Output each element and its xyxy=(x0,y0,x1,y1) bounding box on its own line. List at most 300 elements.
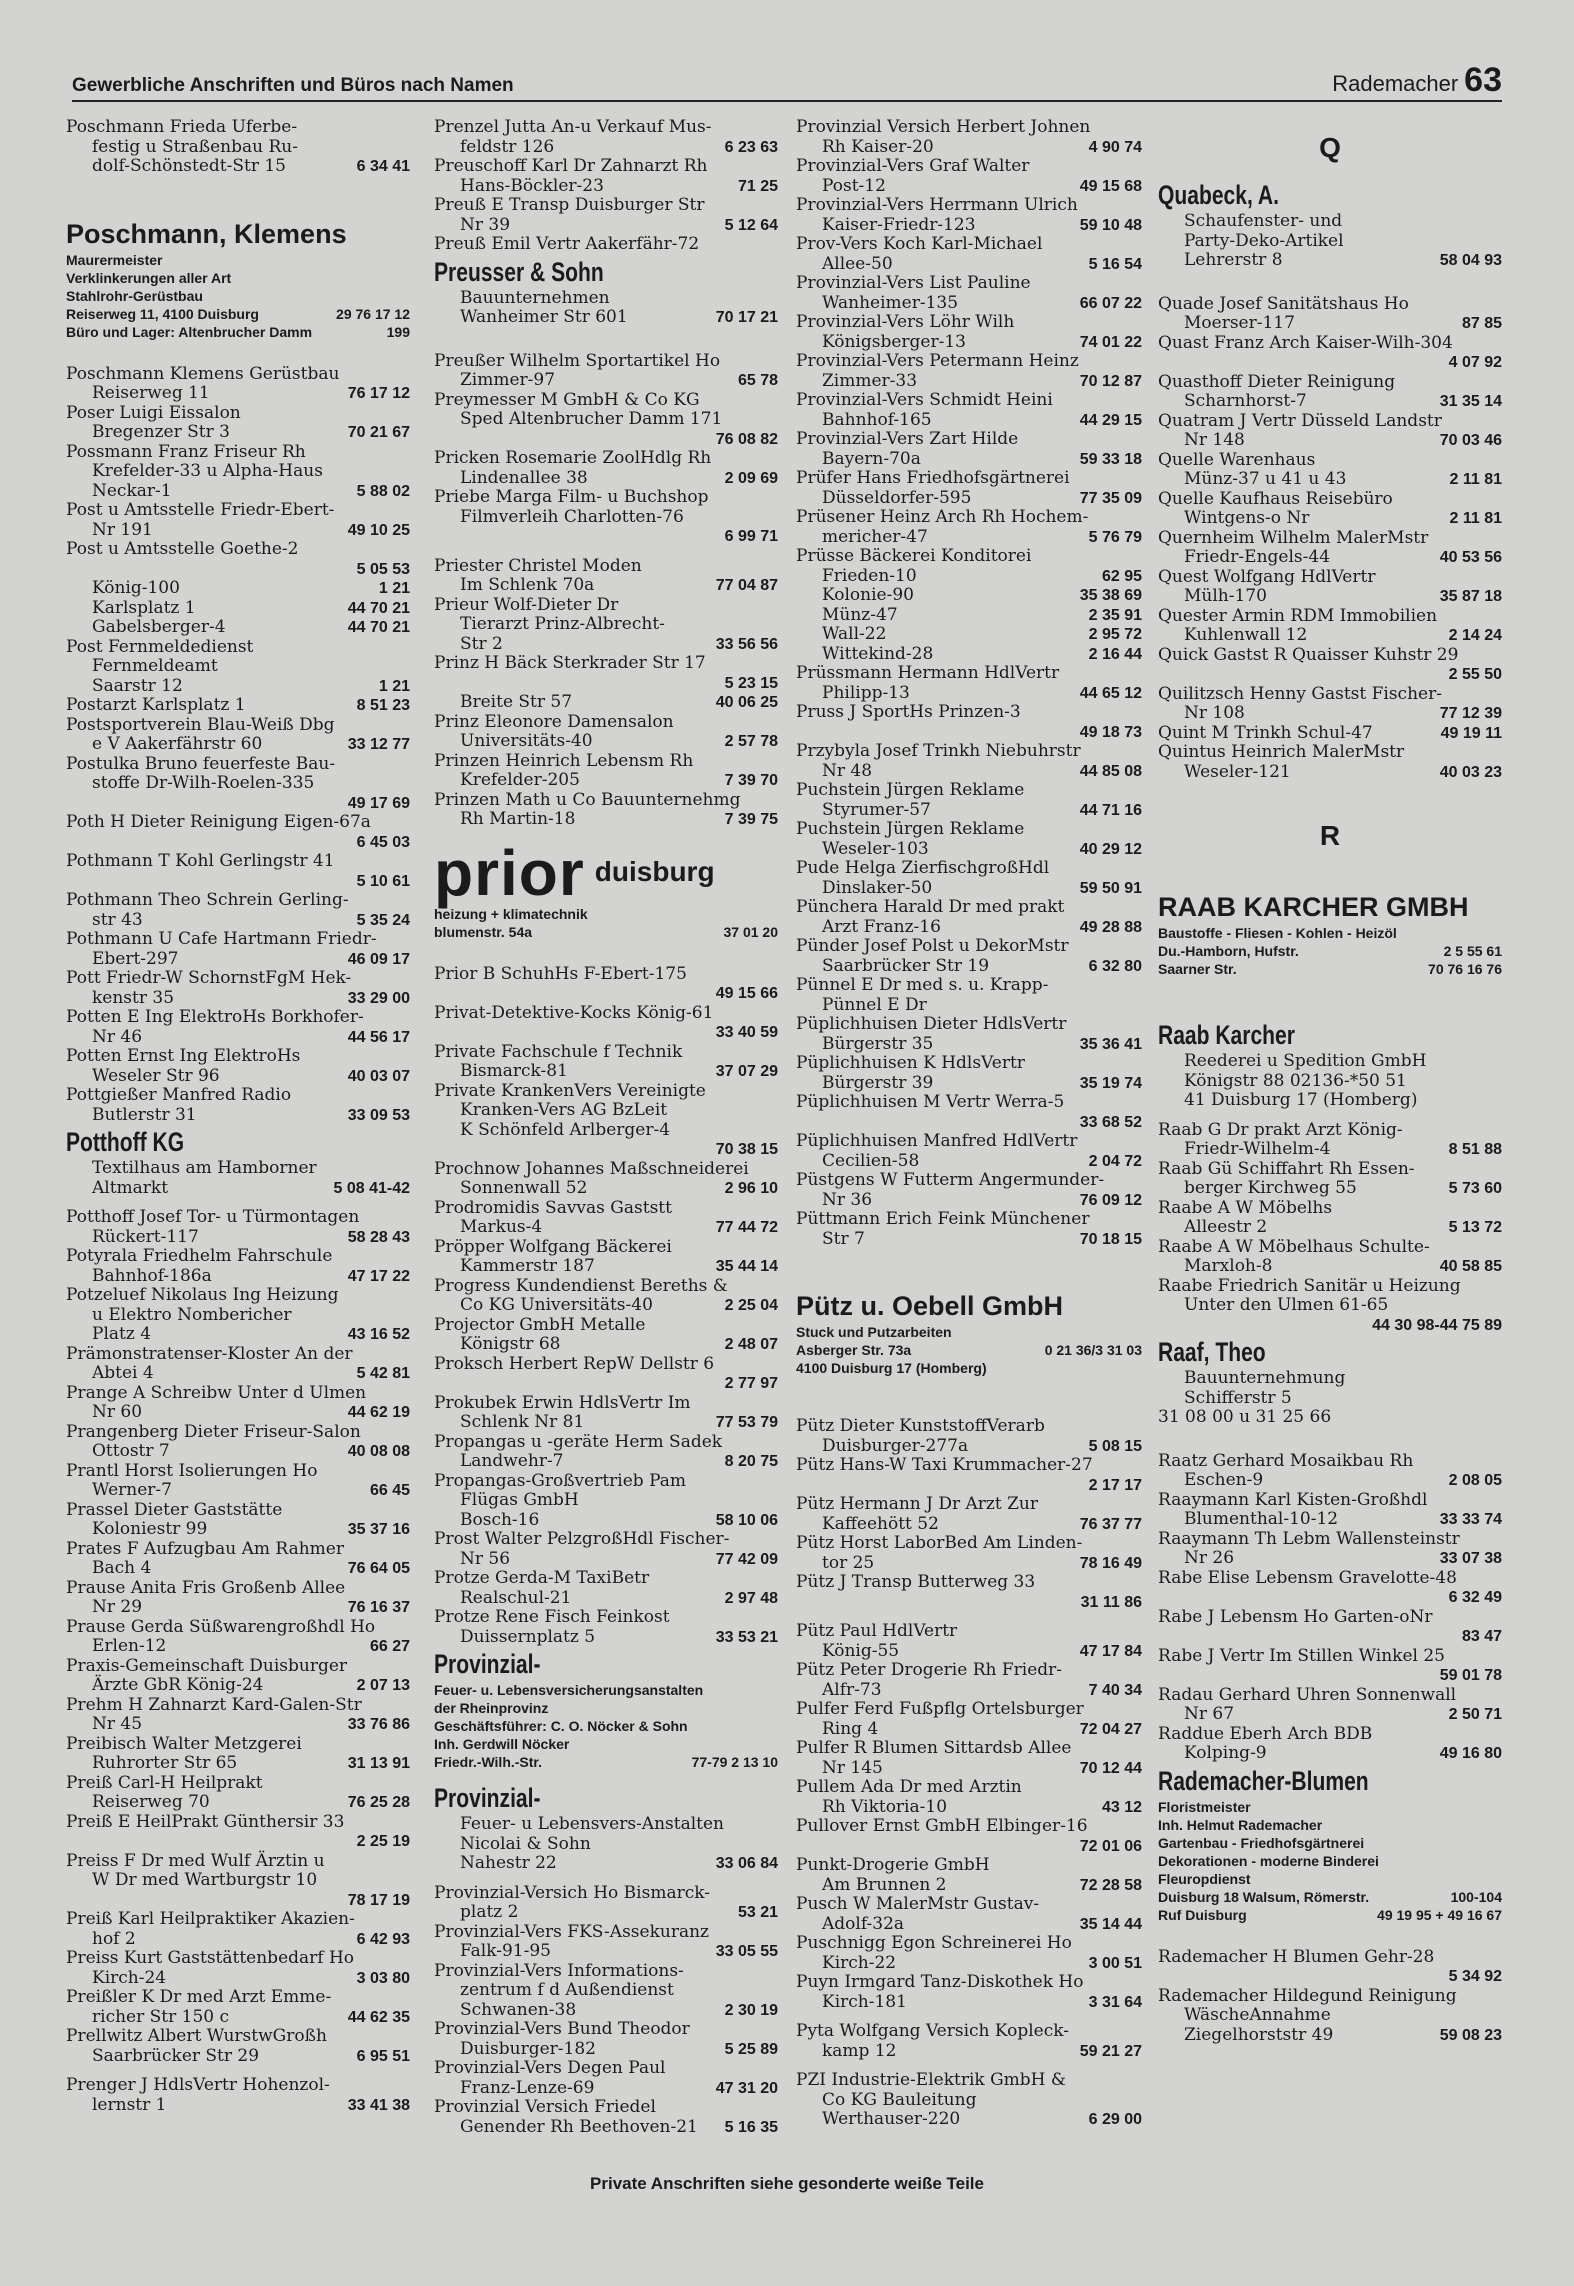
phone-number: 44 70 21 xyxy=(344,599,410,619)
phone-number: 5 76 79 xyxy=(1085,528,1142,548)
phone-number: 47 17 84 xyxy=(1076,1642,1142,1662)
phone-number: 47 17 22 xyxy=(344,1267,410,1287)
listing-line: Quick Gastst R Quaisser Kuhstr 29 xyxy=(1158,644,1459,665)
listing-line: Provinzial-Versich Ho Bismarck- xyxy=(434,1882,710,1903)
listing-entry xyxy=(434,2020,778,2059)
listing-line: Nr 36 xyxy=(822,1189,873,1210)
phone-number: 70 38 15 xyxy=(715,1141,778,1158)
listing-entry xyxy=(796,937,1142,976)
listing-entry xyxy=(796,781,1142,820)
listing-line: Pütz Peter Drogerie Rh Friedr- xyxy=(796,1660,1063,1680)
listing-line: Raddue Eberh Arch BDB xyxy=(1158,1723,1373,1744)
listing-line: Progress Kundendienst Bereths & xyxy=(434,1275,728,1296)
phone-number: 40 03 07 xyxy=(344,1067,410,1087)
listing-entry xyxy=(1158,1491,1502,1530)
spacer xyxy=(66,177,410,217)
phone-number: 5 35 24 xyxy=(353,911,410,931)
listing-entry xyxy=(796,1534,1142,1573)
spacer xyxy=(1158,271,1502,295)
listing-entry xyxy=(434,1884,778,1923)
listing-line: Postarzt Karlsplatz 1 xyxy=(66,695,246,715)
phone-number: 2 55 50 xyxy=(1448,666,1502,683)
listing-line: Prinz Eleonore Damensalon xyxy=(434,711,674,732)
phone-number: 59 50 91 xyxy=(1076,879,1142,899)
listing-line: Pulfer Ferd Fußpflg Ortelsburger xyxy=(796,1699,1084,1719)
listing-line: Bürgerstr 35 xyxy=(822,1033,934,1054)
phone-number: 5 05 53 xyxy=(356,560,410,578)
listing-line: Provinzial Versich Herbert Johnen xyxy=(796,117,1091,137)
ad-detail-line: Bauunternehmung xyxy=(1184,1368,1346,1388)
listing-line: Am Brunnen 2 xyxy=(822,1874,947,1895)
listing-entry xyxy=(66,1008,410,1047)
listing-entry xyxy=(796,1895,1142,1934)
phone-number: 72 01 06 xyxy=(1079,1837,1142,1855)
listing-entry xyxy=(434,118,778,157)
listing-line: Preuschoff Karl Dr Zahnarzt Rh xyxy=(434,156,708,176)
listing-line: Raabe Friedrich Sanitär u Heizung xyxy=(1158,1275,1461,1296)
listing-entry xyxy=(434,1160,778,1199)
phone-number: 65 78 xyxy=(734,371,778,391)
phone-number: 35 19 74 xyxy=(1076,1074,1142,1094)
listing-line: Proksch Herbert RepW Dellstr 6 xyxy=(434,1353,715,1374)
listing-line: Preymesser M GmbH & Co KG xyxy=(434,389,700,410)
ad-detail-line: Schifferstr 5 xyxy=(1184,1387,1292,1408)
phone-number: 6 32 80 xyxy=(1085,957,1142,977)
phone-number: 49 28 88 xyxy=(1076,918,1142,938)
phone-number: 3 03 80 xyxy=(353,1969,410,1989)
ad-phone: 2 5 55 61 xyxy=(1443,943,1502,959)
spacer xyxy=(1158,1428,1502,1452)
listing-entry xyxy=(434,693,778,713)
phone-number: 8 51 23 xyxy=(353,696,410,716)
ad-detail-line: Verklinkerungen aller Art xyxy=(66,269,232,286)
listing-entry xyxy=(1158,724,1502,744)
spacer xyxy=(1158,1111,1502,1121)
listing-entry xyxy=(66,813,410,852)
listing-line: Nr 39 xyxy=(460,214,511,235)
listing-entry xyxy=(66,716,410,755)
phone-number: 2 96 10 xyxy=(721,1179,778,1199)
listing-entry xyxy=(796,606,1142,626)
listing-line: Pünder Josef Polst u DekorMstr xyxy=(796,936,1069,956)
spacer xyxy=(434,941,778,965)
listing-entry xyxy=(1158,1199,1502,1238)
phone-number: 44 65 12 xyxy=(1076,684,1142,704)
ad-detail-line: Inh. Gerdwill Nöcker xyxy=(434,1736,570,1752)
listing-line: Nr 108 xyxy=(1184,703,1245,723)
listing-line: u Elektro Nombericher xyxy=(92,1304,292,1325)
phone-number: 35 87 18 xyxy=(1436,587,1502,607)
listing-entry xyxy=(66,1501,410,1540)
listing-line: Pude Helga ZierfischgroßHdl xyxy=(796,858,1050,878)
listing-line: Ärzte GbR König-24 xyxy=(92,1675,264,1695)
listing-entry xyxy=(1158,1647,1502,1686)
listing-line: Wintgens-o Nr xyxy=(1184,508,1310,528)
phone-number: 72 04 27 xyxy=(1076,1720,1142,1740)
listing-entry xyxy=(66,2027,410,2066)
listing-line: Priester Christel Moden xyxy=(434,555,642,576)
listing-line: Raatz Gerhard Mosaikbau Rh xyxy=(1158,1450,1414,1471)
phone-number: 2 08 05 xyxy=(1445,1471,1502,1491)
ad-detail-line: Geschäftsführer: C. O. Nöcker & Sohn xyxy=(434,1718,688,1734)
phone-number: 47 31 20 xyxy=(712,2079,778,2099)
ad-detail-line: Textilhaus am Hamborner xyxy=(92,1158,317,1178)
listing-line: Prüsse Bäckerei Konditorei xyxy=(796,546,1032,566)
listing-line: Potten Ernst Ing ElektroHs xyxy=(66,1046,301,1066)
listing-line: Saarbrücker Str 29 xyxy=(92,2045,260,2066)
ad-detail-line xyxy=(1158,942,1502,960)
listing-entry xyxy=(796,508,1142,547)
phone-number: 7 39 70 xyxy=(721,771,778,791)
listing-entry xyxy=(66,618,410,638)
listing-line: Preiss Kurt Gaststättenbedarf Ho xyxy=(66,1948,355,1968)
listing-line: Königsberger-13 xyxy=(822,331,966,352)
listing-line: Preiß E HeilPrakt Günthersir 33 xyxy=(66,1811,345,1832)
phone-number: 40 03 23 xyxy=(1436,763,1502,783)
ad-phone: 49 19 95 + 49 16 67 xyxy=(1377,1906,1502,1923)
listing-entry xyxy=(796,196,1142,235)
listing-entry xyxy=(66,1384,410,1423)
listing-entry xyxy=(434,791,778,830)
listing-line: Püplichhuisen Dieter HdlsVertr xyxy=(796,1014,1067,1034)
listing-entry xyxy=(434,713,778,752)
listing-line: mericher-47 xyxy=(822,526,928,547)
listing-line: Prov-Vers Koch Karl-Michael xyxy=(796,234,1043,254)
listing-entry xyxy=(1158,685,1502,724)
phone-number: 35 36 41 xyxy=(1076,1035,1142,1055)
phone-number: 5 12 64 xyxy=(721,216,778,236)
ad-detail-line: Party-Deko-Artikel xyxy=(1184,230,1344,251)
listing-entry xyxy=(796,1132,1142,1171)
listing-line: Potthoff Josef Tor- u Türmontagen xyxy=(66,1207,360,1227)
listing-line: Ottostr 7 xyxy=(92,1441,170,1461)
ad-detail-text: Asberger Str. 73a xyxy=(796,1342,912,1358)
ad-name-wrap xyxy=(434,255,778,289)
listing-entry xyxy=(434,196,778,235)
listing-line: Pütz Horst LaborBed Am Linden- xyxy=(796,1533,1083,1553)
phone-number: 66 45 xyxy=(366,1481,410,1501)
listing-line: Saarstr 12 xyxy=(92,675,183,696)
listing-entry xyxy=(796,391,1142,430)
ad-detail-line: Nicolai & Sohn xyxy=(460,1833,591,1854)
listing-line: Pusch W MalerMstr Gustav- xyxy=(796,1894,1040,1914)
listing-line: Post Fernmeldedienst xyxy=(66,636,254,657)
phone-number: 40 08 08 xyxy=(344,1442,410,1462)
listing-entry xyxy=(796,820,1142,859)
phone-number: 44 62 35 xyxy=(344,2008,410,2028)
ad-phone: 58 04 93 xyxy=(1439,252,1502,269)
listing-entry xyxy=(796,703,1142,742)
listing-entry xyxy=(796,1661,1142,1700)
listing-line: Königstr 68 xyxy=(460,1334,561,1354)
listing-line: Erlen-12 xyxy=(92,1636,167,1656)
listing-line: Quest Wolfgang HdlVertr xyxy=(1158,566,1376,587)
listing-line: Schwanen-38 xyxy=(460,1999,577,2020)
ad-detail-line xyxy=(66,305,410,323)
listing-line: Nr 60 xyxy=(92,1402,143,1422)
listing-line: Puchstein Jürgen Reklame xyxy=(796,819,1025,839)
listing-line: Weseler-103 xyxy=(822,838,929,859)
listing-line: Genender Rh Beethoven-21 xyxy=(460,2116,698,2137)
listing-entry xyxy=(1158,1238,1502,1277)
listing-line: Eschen-9 xyxy=(1184,1470,1264,1490)
phone-number: 76 25 28 xyxy=(344,1793,410,1813)
listing-line: Münz-37 u 41 u 43 xyxy=(1184,469,1347,489)
phone-number: 6 99 71 xyxy=(724,528,778,545)
listing-line: Provinzial-Vers Petermann Heinz xyxy=(796,351,1079,371)
listing-entry xyxy=(434,596,778,655)
phone-number: 2 11 81 xyxy=(1446,470,1503,490)
phone-number: 46 09 17 xyxy=(344,950,410,970)
listing-line: Poser Luigi Eissalon xyxy=(66,402,241,423)
listing-line: Butlerstr 31 xyxy=(92,1104,197,1125)
listing-line: Pünnel E Dr med s. u. Krapp- xyxy=(796,975,1049,995)
listing-line: Private KrankenVers Vereinigte xyxy=(434,1080,706,1101)
listing-entry xyxy=(66,118,410,177)
listing-entry xyxy=(66,1657,410,1696)
ad-phone: 5 08 41-42 xyxy=(333,1179,410,1197)
ad-detail-line: Nahestr 22 33 06 84 xyxy=(460,1853,778,1873)
listing-line: Gabelsberger-4 xyxy=(92,617,226,637)
page-header xyxy=(72,60,1502,102)
phone-number: 2 48 07 xyxy=(721,1335,778,1355)
listing-entry xyxy=(1158,412,1502,451)
listing-line: hof 2 xyxy=(92,1928,136,1949)
phone-number: 1 21 xyxy=(375,677,410,697)
ad-logo xyxy=(434,836,778,909)
listing-entry xyxy=(796,157,1142,196)
phone-number: 59 33 18 xyxy=(1076,450,1142,470)
phone-number: 6 32 49 xyxy=(1448,1589,1502,1606)
listing-line: Prellwitz Albert WurstwGroßh xyxy=(66,2026,327,2046)
phone-number: 7 40 34 xyxy=(1085,1681,1142,1701)
phone-number: 70 21 67 xyxy=(344,423,410,443)
listing-entry xyxy=(1158,1686,1502,1725)
listing-entry xyxy=(1158,646,1502,685)
display-ad xyxy=(66,1125,410,1198)
listing-entry xyxy=(66,891,410,930)
listing-entry xyxy=(796,1417,1142,1456)
display-ad xyxy=(434,836,778,941)
ad-phone: 70 76 16 76 xyxy=(1428,961,1502,977)
phone-number: 40 29 12 xyxy=(1076,840,1142,860)
ad-detail-text: Friedr.-Wilh.-Str. xyxy=(434,1754,542,1770)
listing-line: Pricken Rosemarie ZoolHdlg Rh xyxy=(434,448,712,468)
phone-number: 33 05 55 xyxy=(712,1942,778,1962)
spacer xyxy=(796,1249,1142,1289)
ad-detail-line: heizung + klimatechnik xyxy=(434,905,588,922)
ad-detail-line: Baustoffe - Fliesen - Kohlen - Heizöl xyxy=(1158,925,1397,941)
phone-number: 33 29 00 xyxy=(344,989,410,1009)
display-ad xyxy=(1158,1018,1502,1111)
listing-entry xyxy=(66,638,410,697)
listing-entry xyxy=(66,1047,410,1086)
listing-line: Pütz Dieter KunststoffVerarb xyxy=(796,1416,1045,1436)
ad-detail-text: Du.-Hamborn, Hufstr. xyxy=(1158,943,1299,959)
listing-line: Bregenzer Str 3 xyxy=(92,422,230,442)
listing-line: Marxloh-8 xyxy=(1184,1256,1273,1276)
listing-line: Private Fachschule f Technik xyxy=(434,1041,683,1062)
listing-line: Przybyla Josef Trinkh Niebuhrstr xyxy=(796,741,1081,761)
listing-entry xyxy=(66,1813,410,1852)
listing-line: Pyta Wolfgang Versich Kopleck- xyxy=(796,2021,1070,2041)
listing-line: Breite Str 57 xyxy=(460,692,573,712)
listing-line: Markus-4 xyxy=(460,1217,543,1237)
listing-line: Pulfer R Blumen Sittardsb Allee xyxy=(796,1738,1072,1758)
phone-number: 66 07 22 xyxy=(1076,294,1142,314)
listing-entry xyxy=(66,1345,410,1384)
phone-number: 77 53 79 xyxy=(712,1413,778,1433)
phone-number: 44 85 08 xyxy=(1076,762,1142,782)
listing-line: Radau Gerhard Uhren Sonnenwall xyxy=(1158,1684,1457,1705)
phone-number: 44 62 19 xyxy=(344,1403,410,1423)
listing-line: Ebert-297 xyxy=(92,948,179,969)
listing-line: Kammerstr 187 xyxy=(460,1256,595,1276)
listing-line: Prüsener Heinz Arch Rh Hochem- xyxy=(796,507,1089,527)
listing-entry xyxy=(434,1004,778,1043)
listing-line: Prassel Dieter Gaststätte xyxy=(66,1499,283,1520)
spacer xyxy=(434,547,778,557)
listing-line: Provinzial-Vers Herrmann Ulrich xyxy=(796,195,1078,215)
ad-company-name: Provinzial- xyxy=(434,1783,541,1813)
spacer xyxy=(434,1874,778,1884)
listing-line: kamp 12 xyxy=(822,2040,897,2061)
listing-line: richer Str 150 c xyxy=(92,2006,230,2027)
display-ad xyxy=(1158,890,1502,978)
phone-number: 44 56 17 xyxy=(344,1028,410,1048)
listing-line: Prenzel Jutta An-u Verkauf Mus- xyxy=(434,117,712,137)
listing-entry xyxy=(66,599,410,619)
listing-line: Quester Armin RDM Immobilien xyxy=(1158,605,1438,626)
phone-number: 2 50 71 xyxy=(1445,1705,1502,1725)
listing-entry xyxy=(1158,490,1502,529)
listing-line: Dinslaker-50 xyxy=(822,877,933,898)
listing-entry xyxy=(796,1622,1142,1661)
ad-detail-line: Floristmeister xyxy=(1158,1798,1251,1815)
display-ad xyxy=(66,217,410,341)
listing-entry xyxy=(796,547,1142,586)
listing-line: Preibisch Walter Metzgerei xyxy=(66,1733,302,1754)
listing-line: Preiss F Dr med Wulf Ärztin u xyxy=(66,1850,325,1871)
listing-line: Prause Anita Fris Großenb Allee xyxy=(66,1577,346,1598)
listing-entry xyxy=(434,391,778,450)
phone-number: 44 30 98-44 75 89 xyxy=(1372,1316,1502,1334)
phone-number: 78 16 49 xyxy=(1076,1554,1142,1574)
ad-detail-line: Dekorationen - moderne Binderei xyxy=(1158,1852,1379,1869)
column-4 xyxy=(1158,118,1502,2045)
listing-line: Postulka Bruno feuerfeste Bau- xyxy=(66,753,336,774)
listing-line: Nr 29 xyxy=(92,1597,143,1617)
phone-number: 37 07 29 xyxy=(712,1062,778,1082)
phone-number: 2 14 24 xyxy=(1445,626,1502,646)
listing-line: Quint M Trinkh Schul-47 xyxy=(1158,722,1373,743)
ad-company-name: Provinzial- xyxy=(434,1649,541,1679)
ad-detail-line: Bauunternehmen xyxy=(460,287,610,308)
ad-company-name: Raab Karcher xyxy=(1158,1020,1295,1050)
ad-detail-line: Altmarkt 5 08 41-42 xyxy=(92,1177,410,1198)
listing-entry xyxy=(796,118,1142,157)
listing-entry xyxy=(434,1433,778,1472)
listing-entry xyxy=(66,852,410,891)
phone-number: 70 18 15 xyxy=(1076,1230,1142,1250)
listing-entry xyxy=(1158,607,1502,646)
ad-detail-line xyxy=(796,1341,1142,1359)
listing-entry xyxy=(1158,743,1502,782)
phone-number: 35 44 14 xyxy=(712,1257,778,1277)
ad-detail-line xyxy=(66,323,410,341)
listing-line: Prenger J HdlsVertr Hohenzol- xyxy=(66,2075,330,2095)
phone-number: 59 01 78 xyxy=(1439,1667,1502,1684)
listing-line: Püplichhuisen Manfred HdlVertr xyxy=(796,1131,1078,1151)
ad-detail-text: Ruf Duisburg xyxy=(1158,1906,1247,1923)
phone-number: 5 16 35 xyxy=(721,2118,778,2138)
listing-entry xyxy=(1158,529,1502,568)
listing-line: Pullover Ernst GmbH Elbinger-16 xyxy=(796,1816,1088,1836)
listing-line: Protze Rene Fisch Feinkost xyxy=(434,1607,670,1627)
listing-entry xyxy=(796,1456,1142,1495)
ad-detail-line: Inh. Helmut Rademacher xyxy=(1158,1816,1323,1833)
listing-line: Potyrala Friedhelm Fahrschule xyxy=(66,1246,333,1266)
phone-number: 31 35 14 xyxy=(1436,392,1502,412)
listing-line: Hans-Böckler-23 xyxy=(460,175,604,196)
phone-number: 33 41 38 xyxy=(344,2096,410,2116)
listing-line: Münz-47 xyxy=(822,604,898,625)
listing-line: Reiserweg 11 xyxy=(92,383,210,403)
listing-entry xyxy=(796,2022,1142,2061)
phone-number: 2 25 04 xyxy=(721,1296,778,1316)
listing-line: platz 2 xyxy=(460,1902,519,1922)
listing-line: Post u Amtsstelle Goethe-2 xyxy=(66,539,299,559)
listing-entry xyxy=(66,2076,410,2115)
listing-entry xyxy=(796,1973,1142,2012)
listing-line: Fernmeldeamt xyxy=(92,656,218,676)
listing-line: Privat-Detektive-Kocks König-61 xyxy=(434,1002,714,1023)
listing-entry xyxy=(66,696,410,716)
listing-entry xyxy=(66,1696,410,1735)
listing-line: Lindenallee 38 xyxy=(460,467,588,488)
listing-line: Raaymann Karl Kisten-Großhdl xyxy=(1158,1489,1428,1510)
phone-number: 2 16 44 xyxy=(1085,645,1142,665)
listing-line: Quast Franz Arch Kaiser-Wilh-304 xyxy=(1158,332,1453,353)
listing-entry xyxy=(434,488,778,547)
listing-line: Rabe Elise Lebensm Gravelotte-48 xyxy=(1158,1567,1457,1588)
listing-line: Prinzen Math u Co Bauunternehmg xyxy=(434,789,741,810)
listing-line: Allee-50 xyxy=(822,253,893,274)
phone-number: 33 33 74 xyxy=(1436,1510,1502,1530)
listing-line: Saarbrücker Str 19 xyxy=(822,955,990,976)
listing-entry xyxy=(434,1394,778,1433)
listing-entry xyxy=(66,501,410,540)
listing-line: Prates F Aufzugbau Am Rahmer xyxy=(66,1538,344,1559)
listing-line: Preiß Karl Heilpraktiker Akazien- xyxy=(66,1909,355,1929)
phone-number: 31 11 86 xyxy=(1080,1593,1142,1611)
phone-number: 35 14 44 xyxy=(1076,1915,1142,1935)
listing-line: Sonnenwall 52 xyxy=(460,1178,588,1198)
ad-detail-line: Königstr 88 02136-*50 51 xyxy=(1184,1070,1407,1091)
listing-line: Sped Altenbrucher Damm 171 xyxy=(460,409,723,429)
display-ad xyxy=(434,1647,778,1771)
listing-line: Punkt-Drogerie GmbH xyxy=(796,1855,990,1875)
listing-line: Pünchera Harald Dr med prakt xyxy=(796,897,1065,917)
listing-line: Scharnhorst-7 xyxy=(1184,391,1307,411)
phone-number: 49 15 68 xyxy=(1076,177,1142,197)
listing-line: Provinzial-Vers Graf Walter xyxy=(796,156,1030,176)
listing-entry xyxy=(66,1618,410,1657)
ad-company-name: Poschmann, Klemens xyxy=(66,218,347,249)
listing-line: str 43 xyxy=(92,909,143,930)
listing-entry xyxy=(66,1286,410,1345)
listing-line: Nr 26 xyxy=(1184,1548,1235,1568)
